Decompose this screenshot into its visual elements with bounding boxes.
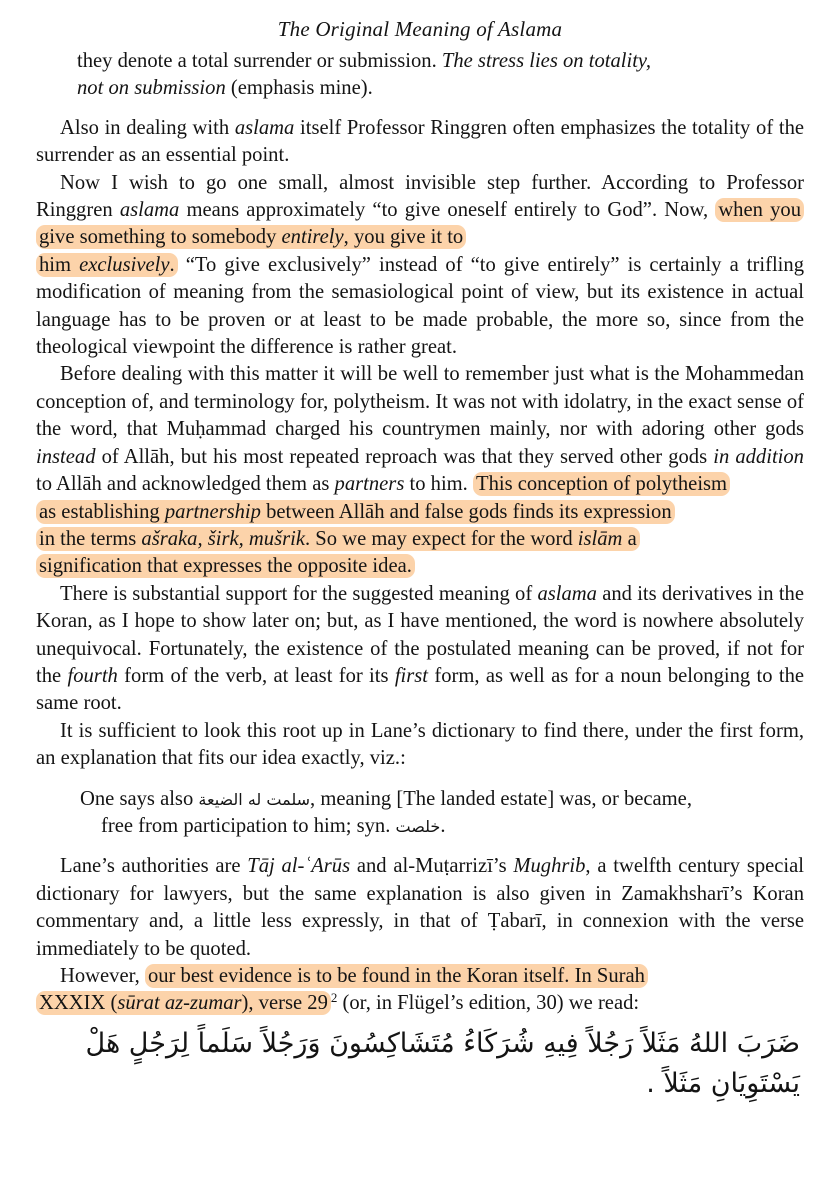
block-quote	[36, 786, 804, 841]
text: Also in dealing with	[60, 116, 235, 139]
term: sūrat az-zumar	[117, 992, 242, 1015]
text: “To give exclusively” instead of “to give entirely” is certainly a trifling modification of meaning from the semasiological point of view, but its existence in actual language has to be proven or at least to be made probable, the more so, since from the theological viewpoint the difference is rather great.	[36, 253, 804, 359]
text: Now I wish to go one small, almost invisible step further. According to Professor Ringgren	[36, 171, 804, 222]
text: (or, in Flügel’s edition, 30) we read:	[337, 992, 640, 1015]
emphasis: The stress lies on totality,	[441, 50, 652, 72]
text: There is substantial support for the suggested meaning of	[60, 582, 538, 605]
term: aslama	[234, 116, 295, 139]
paragraph	[36, 718, 804, 773]
emphasis: fourth	[67, 664, 118, 687]
text: , meaning [The landed estate] was, or became,	[310, 787, 692, 810]
text: free from participation to him; syn.	[101, 814, 396, 837]
arabic-phrase: سلمت له الضيعة	[198, 789, 311, 809]
paragraph	[36, 170, 804, 362]
arabic-verse-line: ضَرَبَ اللهُ مَثَلاً رَجُلاً فِيهِ شُرَكَاءُ مُتَشَاكِسُونَ وَرَجُلاً سَلَماً لِرَجُلٍ هَلْ	[85, 1027, 800, 1059]
text: form of the verb, at least for its	[117, 664, 395, 687]
paragraph-quote-continuation	[36, 48, 804, 103]
highlight	[36, 253, 178, 277]
arabic-word: خلصت	[395, 816, 441, 836]
text: ), verse 29	[241, 992, 328, 1015]
highlight	[36, 500, 675, 524]
paragraph	[36, 581, 804, 718]
text: (emphasis mine).	[225, 77, 373, 100]
text: , a twelfth century special dictionary for lawyers, but the same explanation is also given in Zamakhsharī’s Koran commentary and, a little less expressly, in that of Ṭabarī, in connexion with the verse immediately to be quoted.	[36, 855, 804, 960]
text: him	[39, 253, 80, 276]
term: aslama	[537, 582, 597, 605]
text: a	[622, 527, 637, 550]
emphasis: partnership	[164, 500, 261, 523]
text: , you give it to	[343, 226, 464, 249]
highlight	[36, 527, 640, 551]
text: our best evidence is to be found in the Koran itself. In Surah	[147, 965, 645, 987]
highlight	[36, 554, 415, 578]
paragraph	[36, 963, 804, 1018]
paragraph	[36, 853, 804, 963]
text: This conception of polytheism	[475, 473, 728, 496]
paragraph	[36, 361, 804, 580]
term: ašraka, širk, mušrik	[141, 527, 305, 550]
emphasis: exclusively	[79, 253, 170, 276]
emphasis: in addition	[713, 445, 804, 468]
title: Tāj al-ʿArūs	[247, 855, 351, 878]
text: when you give something to somebody	[39, 199, 801, 249]
text: Lane’s authorities are	[60, 855, 248, 878]
body-text	[36, 48, 804, 1104]
text: they denote a total surrender or submission.	[77, 50, 442, 72]
text: form, as well as for a noun belonging to the same root.	[36, 664, 804, 715]
emphasis: first	[394, 664, 429, 687]
highlight	[36, 991, 331, 1015]
text: as establishing	[39, 500, 165, 523]
text: XXXIX (	[39, 992, 118, 1015]
text: However,	[60, 965, 145, 987]
text: Before dealing with this matter it will be well to remember just what is the Mohammedan conception of, and terminology for, polytheism. It was not with idolatry, in the exact sense of the word, that Muḥammad charged his countrymen mainly, nor with adoring other gods	[36, 363, 804, 441]
text: to Allāh and acknowledged them as	[36, 473, 335, 496]
text: One says also	[80, 787, 199, 810]
text: means approximately “to give oneself entirely to God”. Now,	[179, 199, 716, 222]
running-header: The Original Meaning of Aslama	[277, 17, 563, 41]
text: signification that expresses the opposite idea.	[39, 555, 412, 578]
text: to him.	[404, 473, 473, 496]
text: .	[169, 253, 175, 276]
text: and its derivatives in the Koran, as I hope to show later on; but, as I have mentioned, the word is nowhere absolutely unequivocal. Fortunately, the existence of the postulated meaning can be proved, if not for the	[36, 582, 804, 687]
term: aslama	[119, 199, 180, 222]
text: of Allāh, but his most repeated reproach was that they served other gods	[95, 445, 714, 468]
text: between Allāh and false gods finds its expression	[260, 500, 672, 523]
highlight	[473, 472, 730, 496]
emphasis: instead	[36, 445, 96, 468]
title: Mughrib	[513, 855, 586, 878]
footnote-marker[interactable]: 2	[330, 990, 338, 1006]
text: It is sufficient to look this root up in Lane’s dictionary to find there, under the first form, an explanation that fits our idea exactly, viz.:	[36, 719, 804, 770]
text: .	[440, 814, 446, 837]
text: . So we may expect for the word	[305, 527, 578, 550]
emphasis: not on submission	[77, 77, 226, 100]
text: itself Professor Ringgren often emphasizes the totality of the surrender as an essential point.	[36, 116, 805, 167]
text: and al-Muṭarrizī’s	[350, 855, 514, 878]
emphasis: partners	[334, 473, 405, 496]
arabic-verse-line: يَسْتَوِيَانِ مَثَلاً .	[646, 1067, 800, 1099]
paragraph	[36, 115, 804, 170]
text: in the terms	[39, 527, 142, 550]
arabic-verse	[36, 1024, 804, 1104]
term: islām	[577, 527, 623, 550]
block-quote-line	[80, 813, 798, 840]
highlight	[145, 964, 648, 988]
emphasis: entirely	[281, 226, 344, 249]
